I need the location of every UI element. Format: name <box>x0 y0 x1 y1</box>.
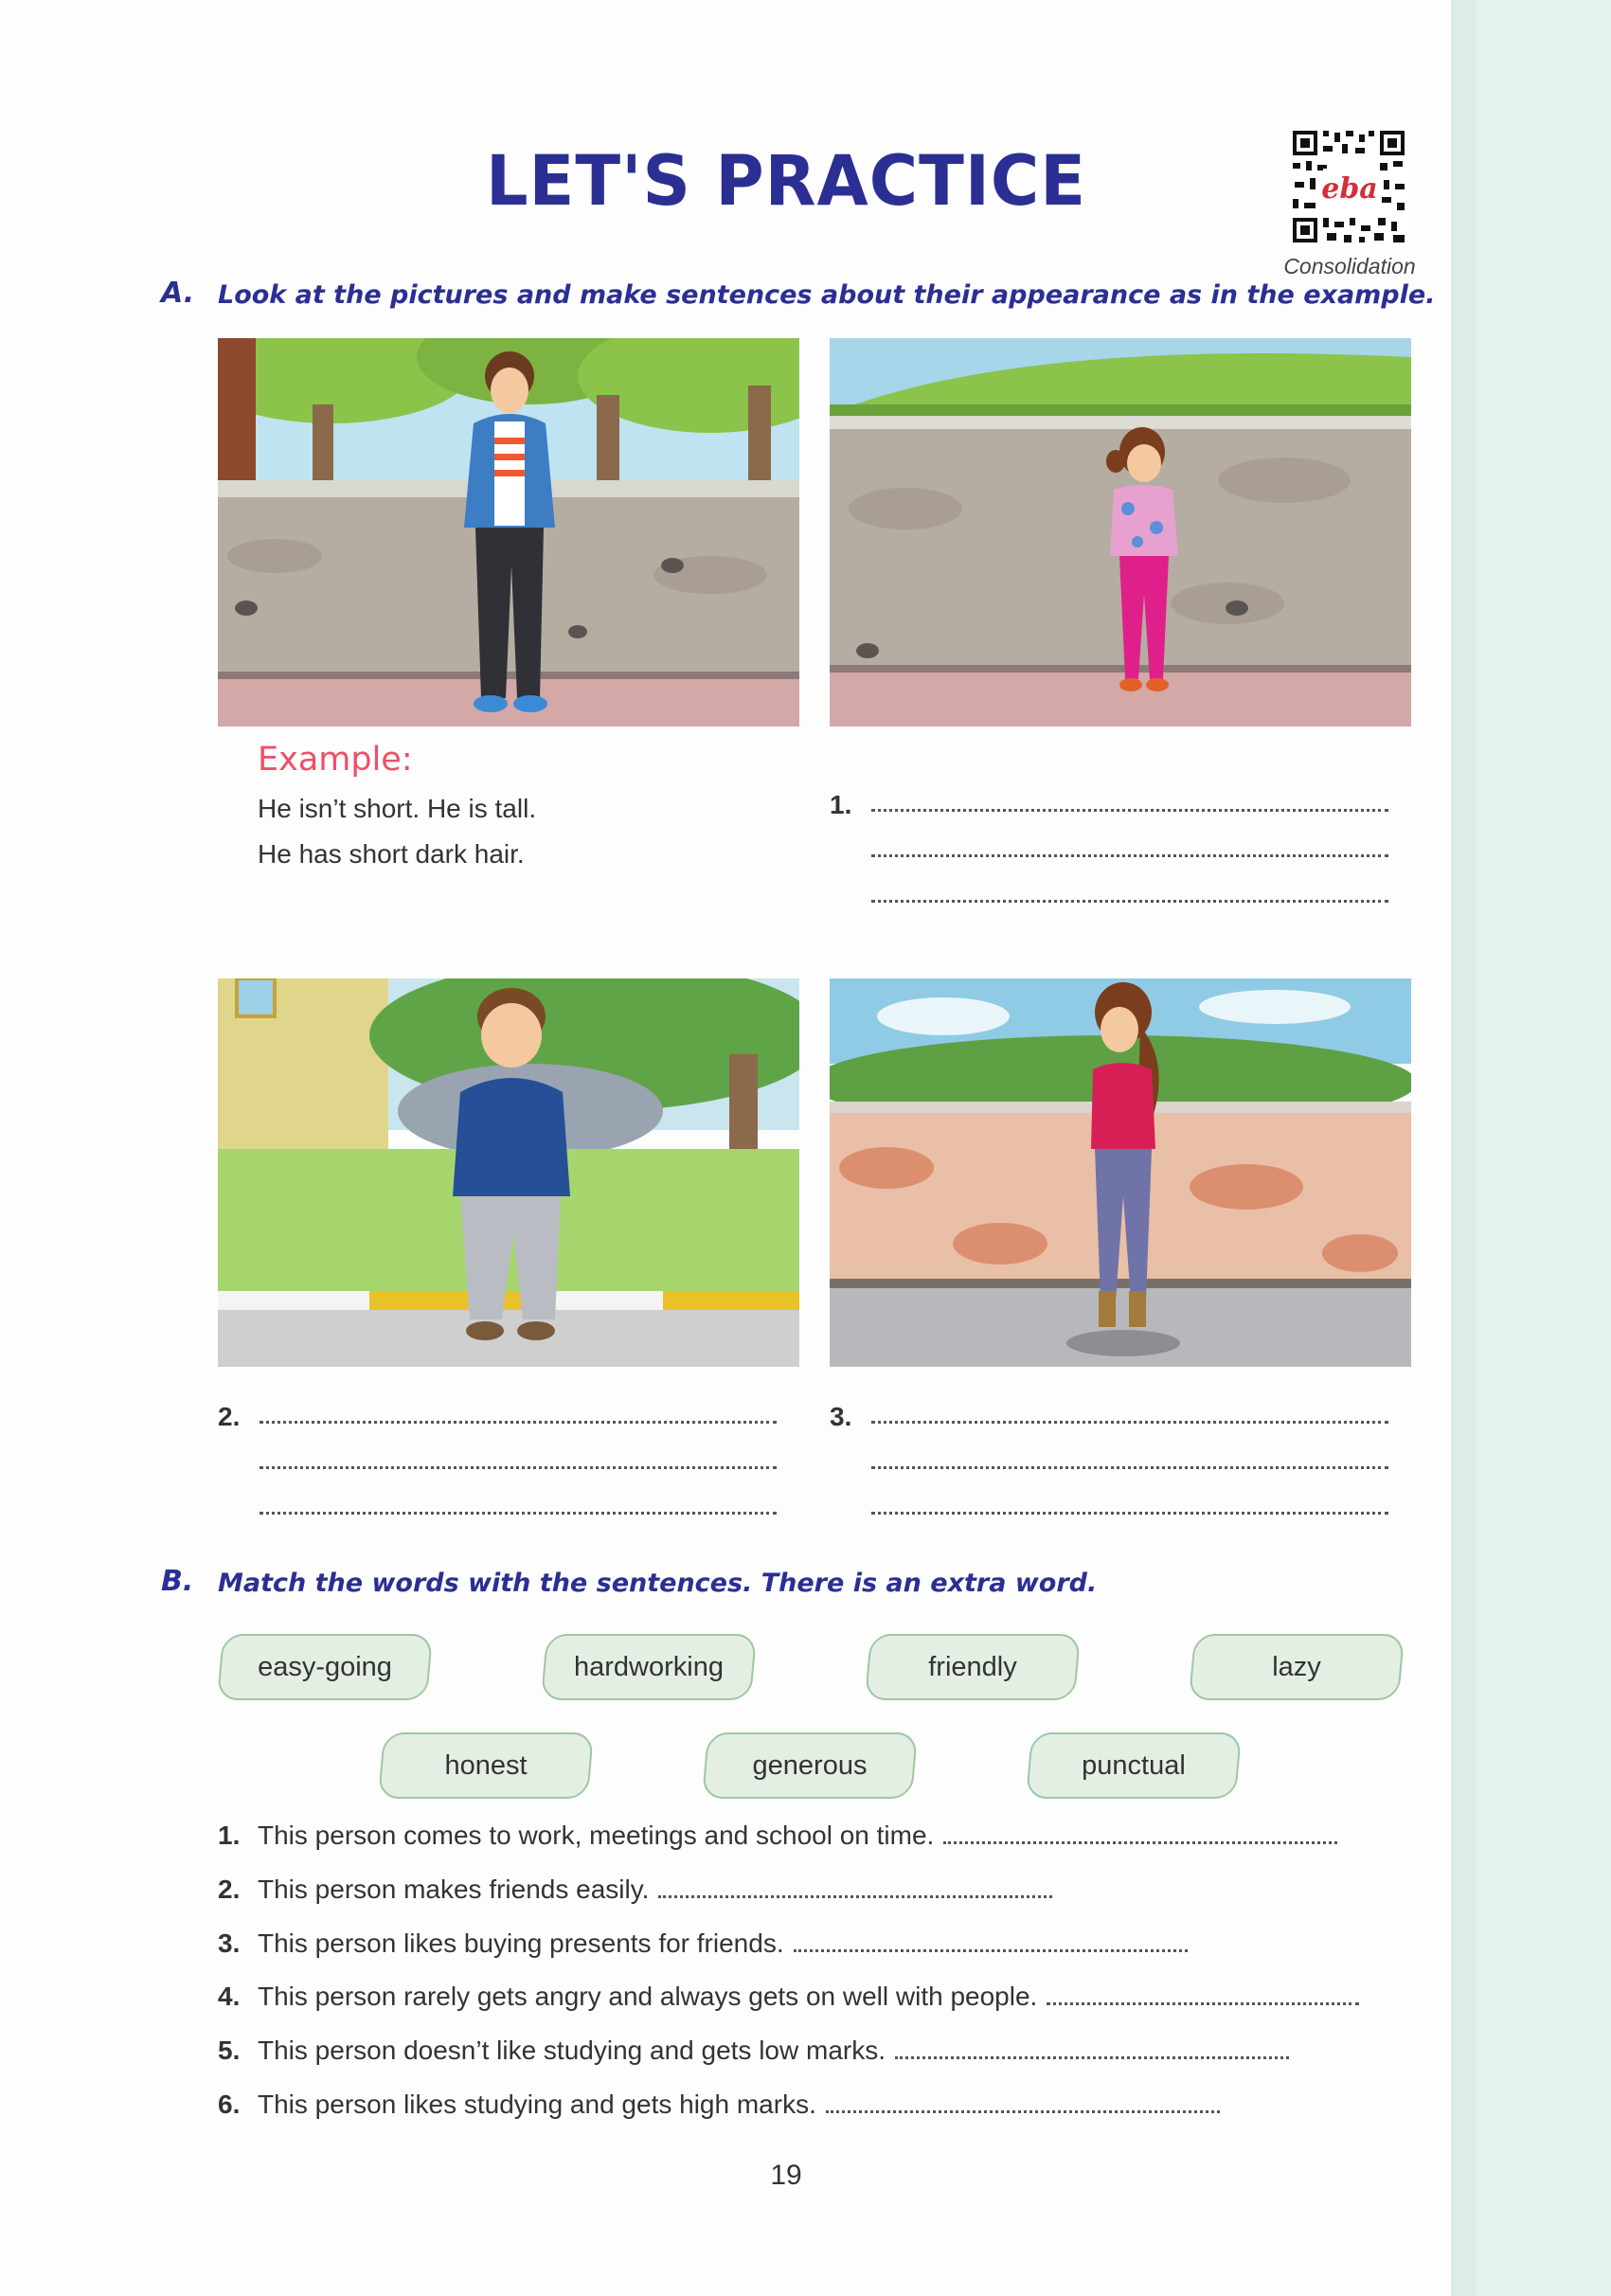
page-number: 19 <box>770 2160 802 2191</box>
word-box-punctual[interactable]: punctual <box>1029 1732 1239 1799</box>
section-a-letter: A. <box>161 277 195 310</box>
word-box-lazy[interactable]: lazy <box>1191 1634 1402 1700</box>
answer-line-3b[interactable] <box>871 1466 1388 1469</box>
answer-line-2b[interactable] <box>260 1466 777 1469</box>
sentence-3: 3. This person likes buying presents for friends. <box>218 1928 1188 1959</box>
answer-number-1: 1. <box>830 790 852 819</box>
answer-line-b3[interactable] <box>794 1930 1188 1952</box>
answer-line-3c[interactable] <box>871 1512 1388 1515</box>
example-line-1: He isn’t short. He is tall. <box>258 794 537 823</box>
picture-slim-woman <box>830 978 1411 1367</box>
sentence-4: 4. This person rarely gets angry and always gets on well with people. <box>218 1982 1359 2012</box>
side-margin-strip <box>1451 0 1611 2296</box>
answer-number-3: 3. <box>830 1402 852 1431</box>
picture-chubby-boy <box>218 978 799 1367</box>
example-label: Example: <box>258 741 413 779</box>
picture-short-girl <box>830 338 1411 726</box>
section-a-instruction: Look at the pictures and make sentences about their appearance as in the example. <box>218 280 1436 310</box>
sentence-2: 2. This person makes friends easily. <box>218 1874 1052 1905</box>
section-b-instruction: Match the words with the sentences. There is an extra word. <box>218 1569 1098 1598</box>
example-line-2: He has short dark hair. <box>258 839 525 869</box>
answer-line-1c[interactable] <box>871 900 1388 903</box>
answer-number-2: 2. <box>218 1402 241 1431</box>
qr-caption: Consolidation <box>1283 254 1416 278</box>
answer-line-b1[interactable] <box>943 1822 1337 1844</box>
word-box-hardworking[interactable]: hardworking <box>544 1634 754 1700</box>
word-box-easy-going[interactable]: easy-going <box>220 1634 430 1700</box>
eba-logo: eba <box>1321 172 1378 206</box>
answer-line-3a[interactable] <box>871 1421 1388 1424</box>
answer-line-1b[interactable] <box>871 854 1388 857</box>
sentence-6: 6. This person likes studying and gets high marks. <box>218 2090 1220 2120</box>
answer-line-b2[interactable] <box>658 1876 1052 1898</box>
sentence-5: 5. This person doesn’t like studying and gets low marks. <box>218 2036 1289 2066</box>
qr-code[interactable] <box>1289 127 1408 246</box>
answer-line-2c[interactable] <box>260 1512 777 1515</box>
section-b-letter: B. <box>161 1565 194 1598</box>
picture-tall-boy <box>218 338 799 726</box>
page-title: LET'S PRACTICE <box>485 139 1087 223</box>
word-box-friendly[interactable]: friendly <box>868 1634 1078 1700</box>
answer-line-b4[interactable] <box>1047 1983 1359 2005</box>
word-box-generous[interactable]: generous <box>705 1732 915 1799</box>
answer-line-b5[interactable] <box>895 2037 1289 2059</box>
answer-line-1a[interactable] <box>871 809 1388 812</box>
answer-line-b6[interactable] <box>826 2091 1220 2113</box>
sentence-1: 1. This person comes to work, meetings and school on time. <box>218 1821 1337 1851</box>
word-box-honest[interactable]: honest <box>381 1732 591 1799</box>
answer-line-2a[interactable] <box>260 1421 777 1424</box>
